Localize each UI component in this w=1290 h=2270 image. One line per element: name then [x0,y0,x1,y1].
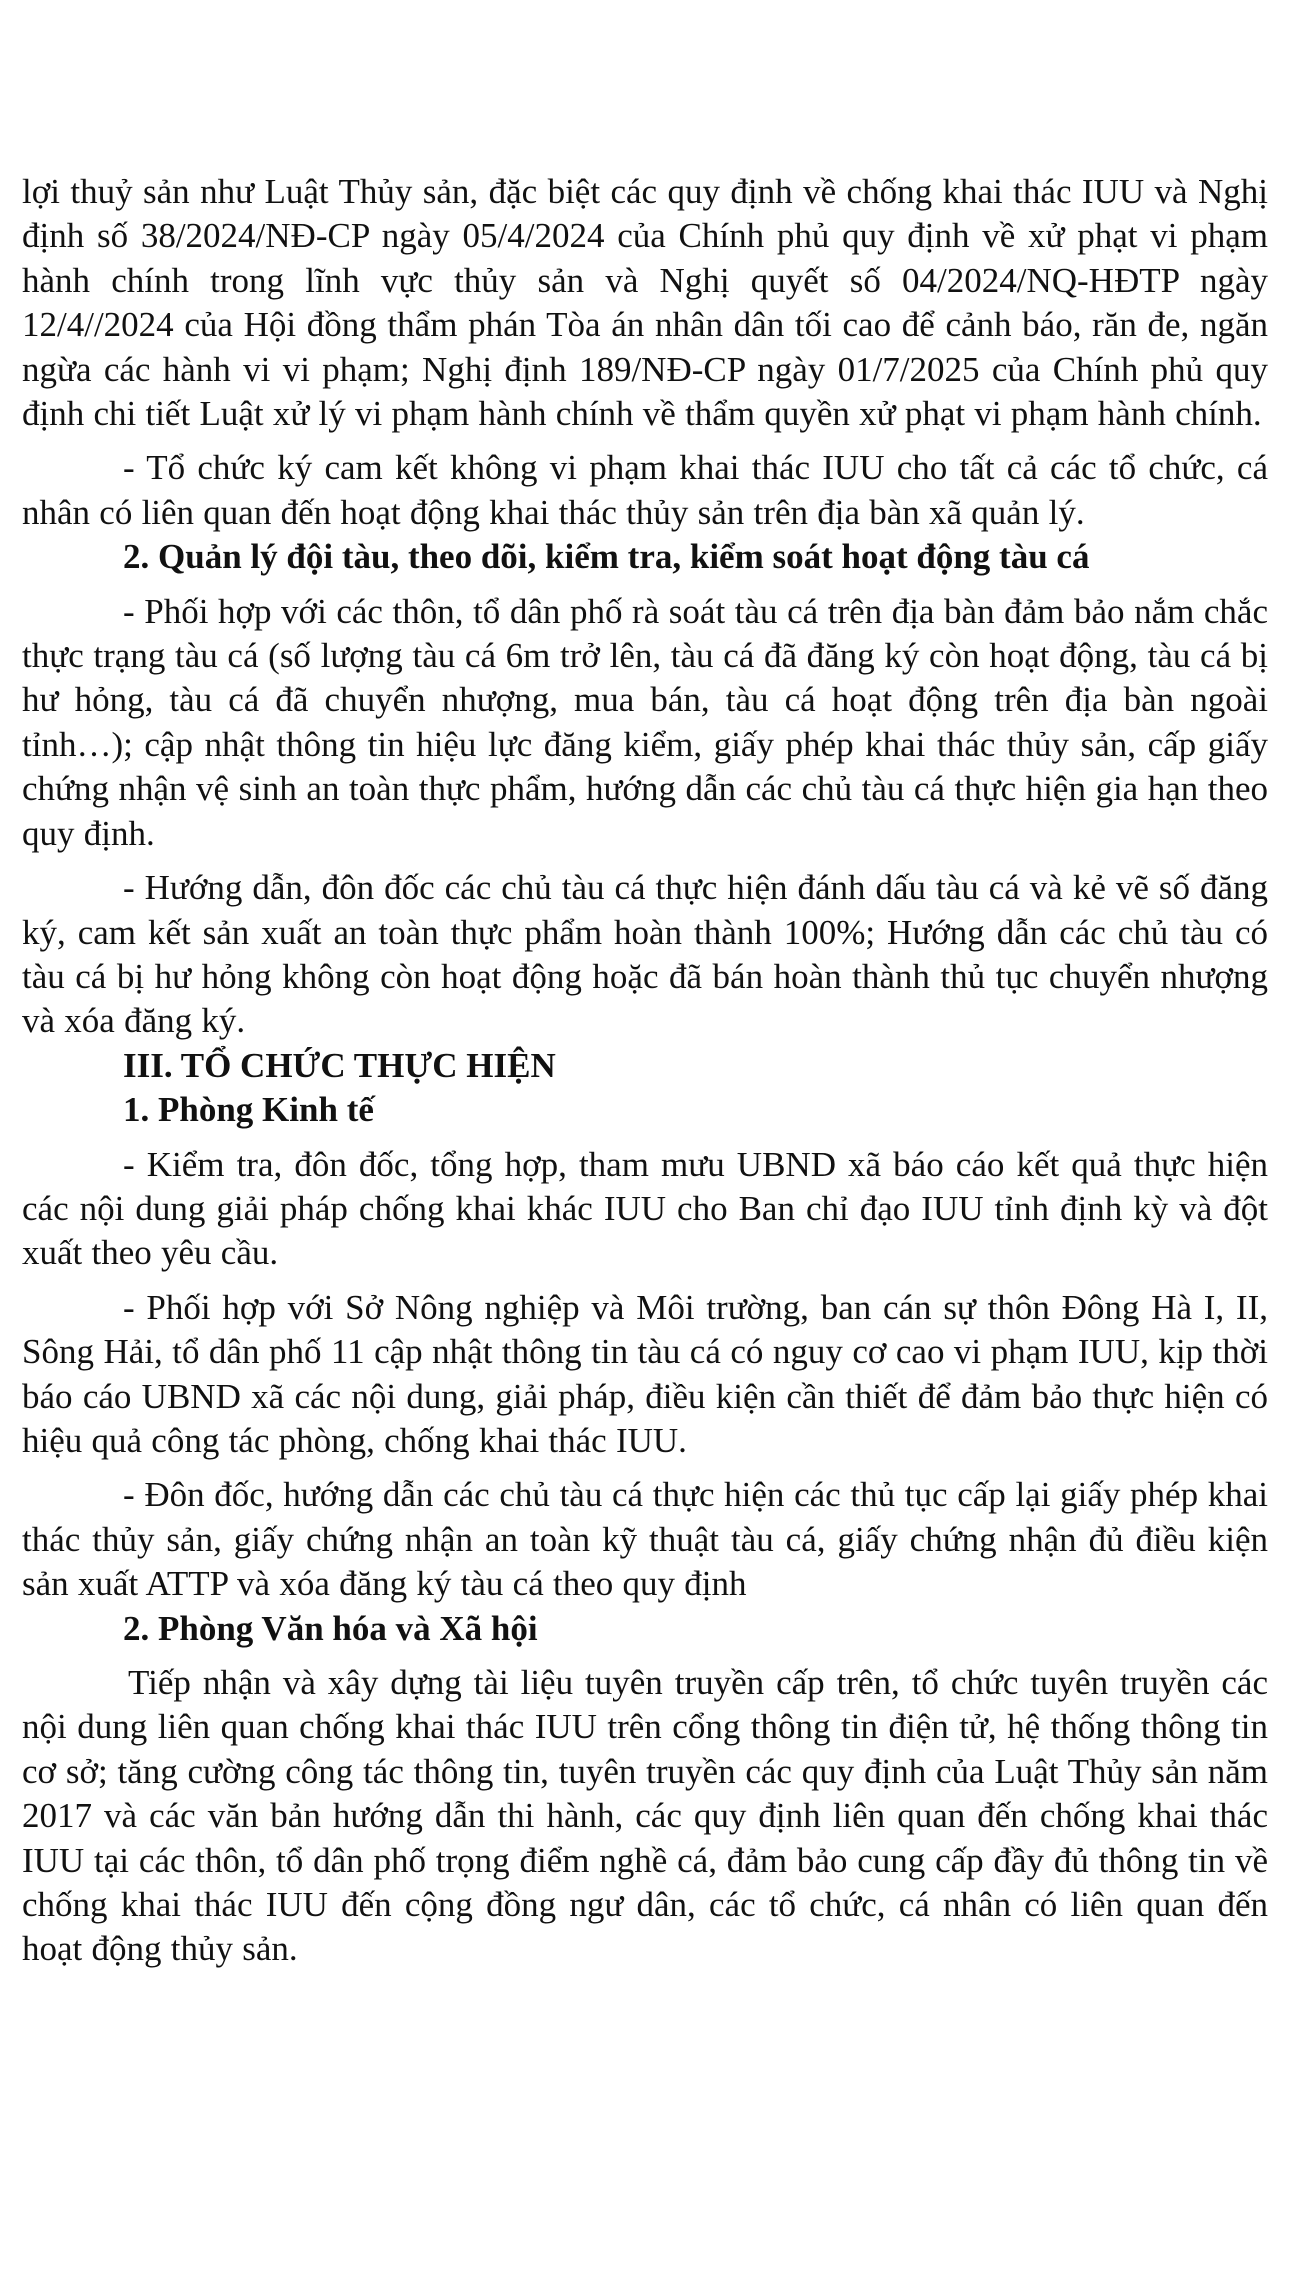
paragraph-licensing: - Đôn đốc, hướng dẫn các chủ tàu cá thực hiện các thủ tục cấp lại giấy phép khai thác thủy sản, giấy chứng nhận an toàn kỹ thuật tàu cá, giấy chứng nhận đủ điều kiện sản xuất ATTP và xóa đăng ký tàu cá theo quy định [22,1475,1268,1604]
heading-implementation: III. TỔ CHỨC THỰC HIỆN [123,1045,556,1085]
paragraph-inspection: - Kiểm tra, đôn đốc, tổng hợp, tham mưu UBND xã báo cáo kết quả thực hiện các nội dung giải pháp chống khai khác IUU cho Ban chỉ đạo IUU tỉnh định kỳ và đột xuất theo yêu cầu. [22,1144,1268,1273]
heading-economic-department: 1. Phòng Kinh tế [123,1090,374,1130]
paragraph-fleet-review: - Phối hợp với các thôn, tổ dân phố rà soát tàu cá trên địa bàn đảm bảo nắm chắc thực trạng tàu cá (số lượng tàu cá 6m trở lên, tàu cá đã đăng ký còn hoạt động, tàu cá bị hư hỏng, tàu cá đã chuyển nhượng, mua bán, tàu cá hoạt động trên địa bàn ngoài tỉnh…); cập nhật thông tin hiệu lực đăng kiểm, giấy phép khai thác thủy sản, cấp giấy chứng nhận vệ sinh an toàn thực phẩm, hướng dẫn các chủ tàu cá thực hiện gia hạn theo quy định. [22,591,1268,853]
heading-culture-society-department: 2. Phòng Văn hóa và Xã hội [123,1608,538,1648]
heading-fleet-management: 2. Quản lý đội tàu, theo dõi, kiểm tra, kiểm soát hoạt động tàu cá [123,537,1090,577]
paragraph-coordination: - Phối hợp với Sở Nông nghiệp và Môi trường, ban cán sự thôn Đông Hà I, II, Sông Hải, tổ dân phố 11 cập nhật thông tin tàu cá có nguy cơ cao vi phạm IUU, kịp thời báo cáo UBND xã các nội dung, giải pháp, điều kiện cần thiết để đảm bảo thực hiện có hiệu quả công tác phòng, chống khai thác IUU. [22,1287,1268,1460]
document-page [22,170,1268,1972]
paragraph-commitment: - Tổ chức ký cam kết không vi phạm khai thác IUU cho tất cả các tổ chức, cá nhân có liên quan đến hoạt động khai thác thủy sản trên địa bàn xã quản lý. [22,448,1268,532]
paragraph-vessel-marking: - Hướng dẫn, đôn đốc các chủ tàu cá thực hiện đánh dấu tàu cá và kẻ vẽ số đăng ký, cam kết sản xuất an toàn thực phẩm hoàn thành 100%; Hướng dẫn các chủ tàu có tàu cá bị hư hỏng không còn hoạt động hoặc đã bán hoàn thành thủ tục chuyển nhượng và xóa đăng ký. [22,868,1268,1041]
paragraph-legal-basis: lợi thuỷ sản như Luật Thủy sản, đặc biệt các quy định về chống khai thác IUU và Nghị định số 38/2024/NĐ-CP ngày 05/4/2024 của Chính phủ quy định về xử phạt vi phạm hành chính trong lĩnh vực thủy sản và Nghị quyết số 04/2024/NQ-HĐTP ngày 12/4//2024 của Hội đồng thẩm phán Tòa án nhân dân tối cao để cảnh báo, răn đe, ngăn ngừa các hành vi vi phạm; Nghị định 189/NĐ-CP ngày 01/7/2025 của Chính phủ quy định chi tiết Luật xử lý vi phạm hành chính về thẩm quyền xử phạt vi phạm hành chính. [22,172,1268,434]
paragraph-propaganda: Tiếp nhận và xây dựng tài liệu tuyên truyền cấp trên, tổ chức tuyên truyền các nội dung liên quan chống khai thác IUU trên cổng thông tin điện tử, hệ thống thông tin cơ sở; tăng cường công tác thông tin, tuyên truyền các quy định của Luật Thủy sản năm 2017 và các văn bản hướng dẫn thi hành, các quy định liên quan đến chống khai thác IUU tại các thôn, tổ dân phố trọng điểm nghề cá, đảm bảo cung cấp đầy đủ thông tin về chống khai thác IUU đến cộng đồng ngư dân, các tổ chức, cá nhân có liên quan đến hoạt động thủy sản. [22,1663,1268,1969]
